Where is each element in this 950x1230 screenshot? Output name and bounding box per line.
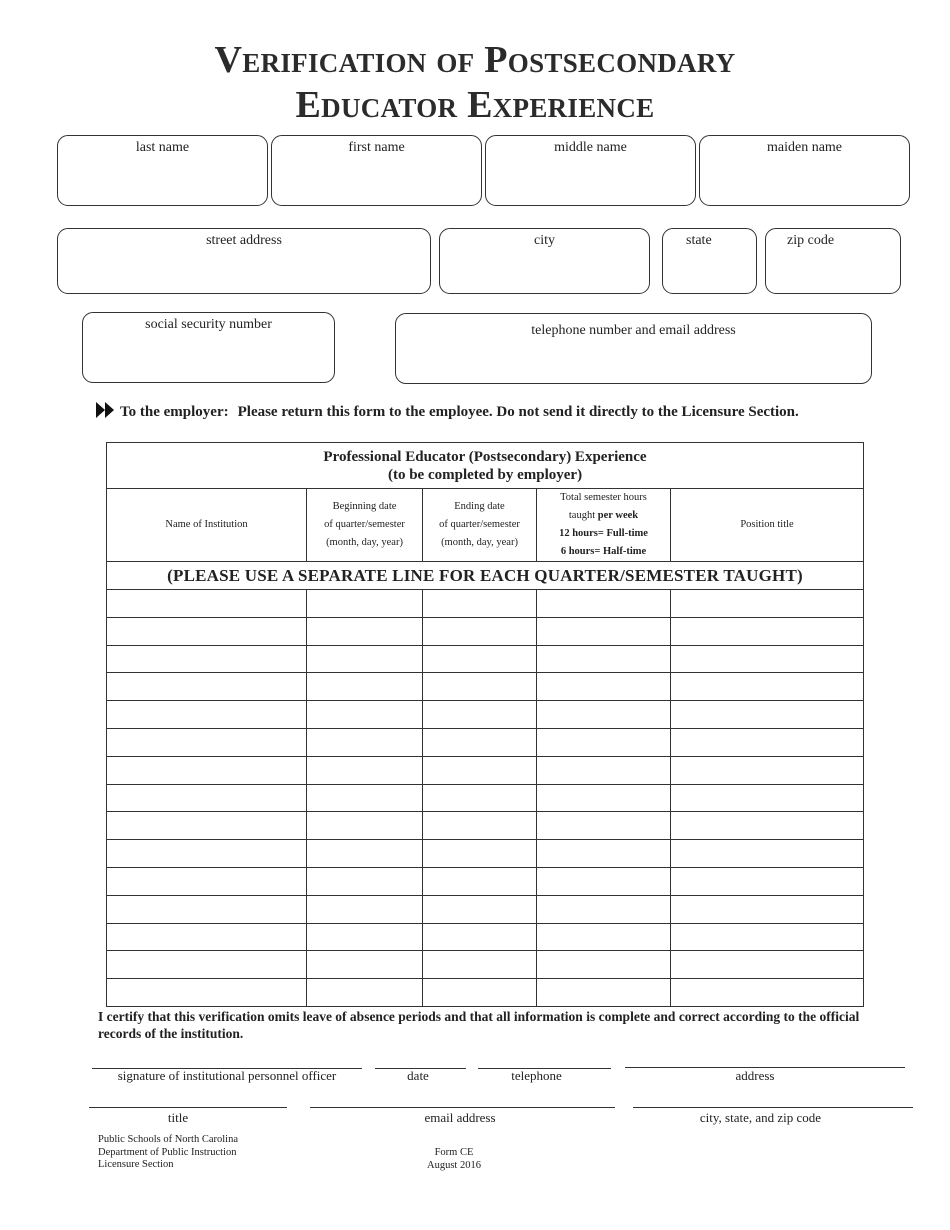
end-date-cell[interactable] — [423, 784, 537, 812]
maiden-name-field[interactable] — [699, 135, 910, 206]
table-row — [107, 979, 864, 1007]
position-cell[interactable] — [671, 728, 864, 756]
state-field[interactable] — [662, 228, 757, 294]
institution-cell[interactable] — [107, 728, 307, 756]
hours-cell[interactable] — [537, 728, 671, 756]
end-date-cell[interactable] — [423, 923, 537, 951]
footer-org-line3: Licensure Section — [98, 1159, 174, 1170]
col-header-institution — [107, 489, 307, 562]
hours-cell[interactable] — [537, 895, 671, 923]
position-cell[interactable] — [671, 756, 864, 784]
position-cell[interactable] — [671, 701, 864, 729]
begin-date-cell[interactable] — [307, 840, 423, 868]
footer-form-date: August 2016 — [427, 1159, 481, 1171]
table-row — [107, 645, 864, 673]
ssn-field[interactable] — [82, 312, 335, 383]
end-date-cell[interactable] — [423, 840, 537, 868]
begin-date-cell[interactable] — [307, 812, 423, 840]
col-end-line3: (month, day, year) — [441, 537, 518, 548]
table-row — [107, 701, 864, 729]
end-date-cell[interactable] — [423, 756, 537, 784]
hours-cell[interactable] — [537, 756, 671, 784]
date-label: date — [407, 1068, 429, 1083]
institution-cell[interactable] — [107, 784, 307, 812]
col-end-line2: of quarter/semester — [439, 519, 520, 530]
table-row — [107, 673, 864, 701]
end-date-cell[interactable] — [423, 951, 537, 979]
institution-cell[interactable] — [107, 867, 307, 895]
title-line[interactable] — [89, 1107, 287, 1108]
table-note: (PLEASE USE A SEPARATE LINE FOR EACH QUARTER/SEMESTER TAUGHT) — [107, 562, 864, 590]
hours-cell[interactable] — [537, 979, 671, 1007]
begin-date-cell[interactable] — [307, 951, 423, 979]
col-header-position-text: Position title — [740, 519, 794, 530]
hours-cell[interactable] — [537, 812, 671, 840]
col-header-begin-date — [307, 489, 423, 562]
hours-cell[interactable] — [537, 951, 671, 979]
zip-code-label: zip code — [787, 233, 835, 248]
begin-date-cell[interactable] — [307, 867, 423, 895]
state-label: state — [686, 233, 712, 248]
begin-date-cell[interactable] — [307, 673, 423, 701]
col-begin-line1: Beginning date — [332, 501, 397, 512]
table-body — [107, 590, 864, 1007]
middle-name-label: middle name — [554, 140, 627, 155]
col-header-institution-text: Name of Institution — [165, 519, 248, 530]
begin-date-cell[interactable] — [307, 979, 423, 1007]
table-row — [107, 784, 864, 812]
table-row — [107, 617, 864, 645]
table-row — [107, 590, 864, 618]
end-date-cell[interactable] — [423, 812, 537, 840]
telephone-label: telephone — [511, 1068, 562, 1083]
table-row — [107, 728, 864, 756]
form-title-line1: Verification of Postsecondary — [214, 39, 736, 81]
hours-cell[interactable] — [537, 590, 671, 618]
last-name-label: last name — [135, 140, 190, 155]
table-row — [107, 756, 864, 784]
table-title — [107, 443, 864, 489]
institution-cell[interactable] — [107, 673, 307, 701]
email-line[interactable] — [310, 1107, 615, 1108]
hours-cell[interactable] — [537, 673, 671, 701]
email-label: email address — [424, 1110, 496, 1125]
street-address-field[interactable] — [57, 228, 431, 294]
end-date-cell[interactable] — [423, 701, 537, 729]
hours-cell[interactable] — [537, 617, 671, 645]
end-date-cell[interactable] — [423, 590, 537, 618]
col-hours-line2-bold: per week — [597, 510, 639, 521]
institution-cell[interactable] — [107, 701, 307, 729]
position-cell[interactable] — [671, 895, 864, 923]
certification-statement: I certify that this verification omits leave of absence periods and that all information is complete and correct according to the official records of the institution. — [98, 1009, 860, 1041]
street-address-label: street address — [206, 233, 282, 248]
end-date-cell[interactable] — [423, 645, 537, 673]
employer-notice-text: Please return this form to the employee. Do not send it directly to the Licensure Section. — [237, 404, 799, 420]
col-header-end-date — [423, 489, 537, 562]
table-row — [107, 812, 864, 840]
begin-date-cell[interactable] — [307, 756, 423, 784]
position-cell[interactable] — [671, 951, 864, 979]
begin-date-cell[interactable] — [307, 590, 423, 618]
table-row — [107, 951, 864, 979]
col-end-line1: Ending date — [454, 501, 505, 512]
institution-cell[interactable] — [107, 979, 307, 1007]
col-hours-line4: 6 hours= Half-time — [560, 546, 647, 557]
table-row — [107, 840, 864, 868]
middle-name-field[interactable] — [485, 135, 696, 206]
employer-notice — [96, 402, 799, 423]
table-row — [107, 867, 864, 895]
institution-cell[interactable] — [107, 590, 307, 618]
position-cell[interactable] — [671, 673, 864, 701]
col-hours-line2-pre: taught — [568, 510, 598, 521]
position-cell[interactable] — [671, 784, 864, 812]
zip-code-field[interactable] — [765, 228, 901, 294]
double-arrow-icon — [96, 402, 116, 423]
table-title-line2: (to be completed by employer) — [387, 466, 583, 483]
end-date-cell[interactable] — [423, 979, 537, 1007]
col-hours-line3: 12 hours= Full-time — [559, 528, 648, 539]
position-cell[interactable] — [671, 617, 864, 645]
hours-cell[interactable] — [537, 784, 671, 812]
city-field[interactable] — [439, 228, 650, 294]
institution-cell[interactable] — [107, 645, 307, 673]
institution-cell[interactable] — [107, 617, 307, 645]
experience-table — [106, 442, 863, 1007]
end-date-cell[interactable] — [423, 867, 537, 895]
position-cell[interactable] — [671, 923, 864, 951]
begin-date-cell[interactable] — [307, 895, 423, 923]
hours-cell[interactable] — [537, 840, 671, 868]
position-cell[interactable] — [671, 812, 864, 840]
institution-cell[interactable] — [107, 951, 307, 979]
hours-cell[interactable] — [537, 923, 671, 951]
maiden-name-label: maiden name — [766, 140, 843, 155]
phone-email-field[interactable] — [395, 313, 872, 384]
institution-cell[interactable] — [107, 895, 307, 923]
signature-label: signature of institutional personnel officer — [117, 1068, 337, 1083]
position-cell[interactable] — [671, 590, 864, 618]
address-label: address — [735, 1068, 775, 1083]
begin-date-cell[interactable] — [307, 701, 423, 729]
begin-date-cell[interactable] — [307, 617, 423, 645]
col-begin-line2: of quarter/semester — [324, 519, 405, 530]
end-date-cell[interactable] — [423, 895, 537, 923]
last-name-field[interactable] — [57, 135, 268, 206]
position-cell[interactable] — [671, 979, 864, 1007]
col-hours-line1: Total semester hours — [560, 492, 647, 503]
footer-org-line1: Public Schools of North Carolina — [98, 1134, 238, 1145]
title-label: title — [167, 1110, 189, 1125]
end-date-cell[interactable] — [423, 728, 537, 756]
hours-cell[interactable] — [537, 701, 671, 729]
ssn-label: social security number — [145, 317, 272, 332]
form-title-line2: Educator Experience — [295, 84, 655, 126]
footer-organization — [98, 1134, 238, 1172]
begin-date-cell[interactable] — [307, 728, 423, 756]
employer-notice-lead: To the employer: — [120, 404, 229, 420]
institution-cell[interactable] — [107, 840, 307, 868]
hours-cell[interactable] — [537, 645, 671, 673]
institution-cell[interactable] — [107, 756, 307, 784]
position-cell[interactable] — [671, 645, 864, 673]
begin-date-cell[interactable] — [307, 645, 423, 673]
footer-form-name: Form CE — [434, 1147, 474, 1158]
begin-date-cell[interactable] — [307, 923, 423, 951]
table-row — [107, 923, 864, 951]
first-name-field[interactable] — [271, 135, 482, 206]
end-date-cell[interactable] — [423, 617, 537, 645]
position-cell[interactable] — [671, 840, 864, 868]
table-title-line1: Professional Educator (Postsecondary) Experience — [323, 448, 647, 465]
table-row — [107, 895, 864, 923]
position-cell[interactable] — [671, 867, 864, 895]
begin-date-cell[interactable] — [307, 784, 423, 812]
hours-cell[interactable] — [537, 867, 671, 895]
institution-cell[interactable] — [107, 812, 307, 840]
col-begin-line3: (month, day, year) — [326, 537, 403, 548]
footer-org-line2: Department of Public Instruction — [98, 1146, 237, 1158]
city-state-zip-label: city, state, and zip code — [699, 1110, 822, 1125]
city-state-zip-line[interactable] — [633, 1107, 913, 1108]
end-date-cell[interactable] — [423, 673, 537, 701]
phone-email-label: telephone number and email address — [531, 323, 736, 338]
city-label: city — [534, 233, 555, 248]
col-header-hours — [537, 489, 671, 562]
first-name-label: first name — [348, 140, 405, 155]
institution-cell[interactable] — [107, 923, 307, 951]
footer-form-info — [404, 1147, 504, 1172]
col-header-position — [671, 489, 864, 562]
